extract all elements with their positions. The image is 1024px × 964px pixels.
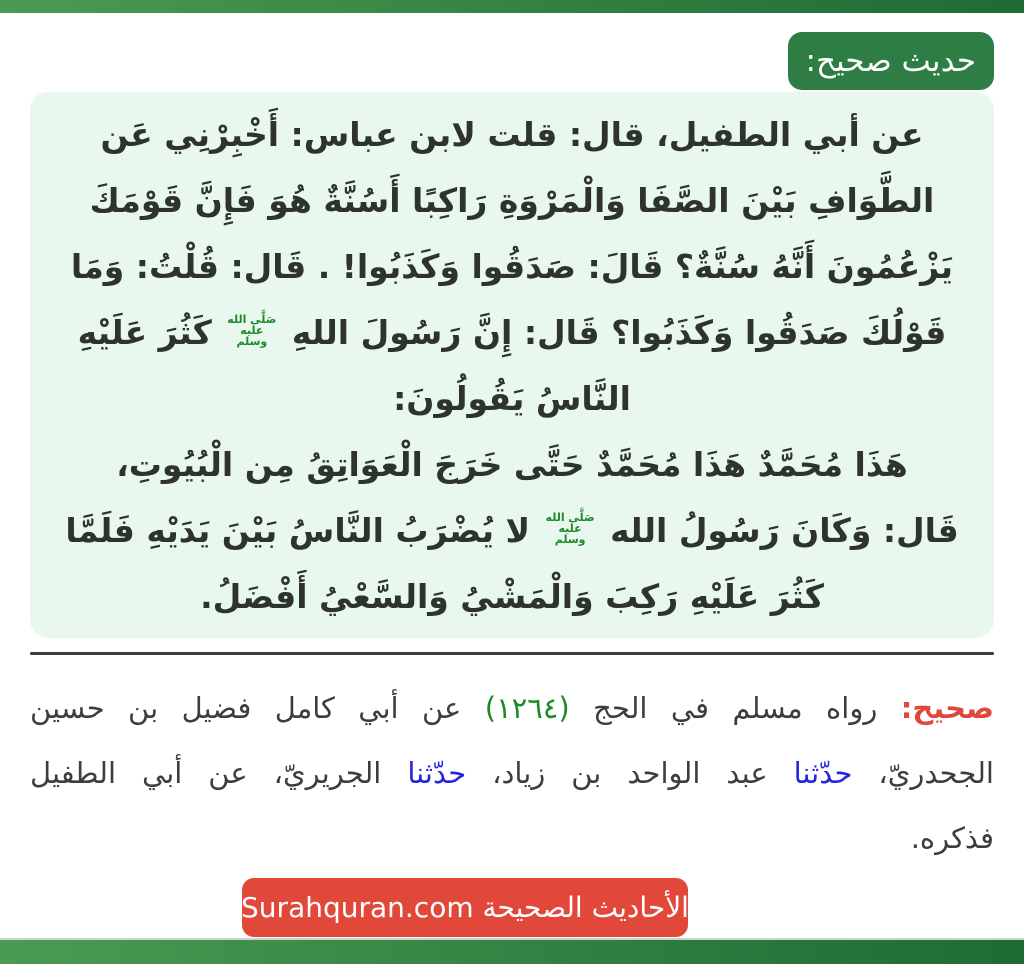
bottom-decorative-bar: [0, 938, 1024, 964]
hadith-line: النَّاسُ يَقُولُونَ:: [393, 379, 631, 418]
takhrij-commentary: [30, 676, 994, 871]
salawat-ligature-icon: صَلَّى الله عليه وسلم: [545, 511, 595, 546]
section-divider: [30, 652, 994, 655]
hadith-line: كَثُرَ عَلَيْهِ رَكِبَ وَالْمَشْيُ وَالسَّعْيُ أَفْضَلُ.: [200, 577, 824, 616]
hadith-grade-badge: [788, 32, 995, 90]
hadith-line: عن أبي الطفيل، قال: قلت لابن عباس: أَخْبِرْنِي عَن: [100, 115, 924, 154]
salawat-ligature-icon: صَلَّى الله عليه وسلم: [227, 313, 277, 348]
hadith-line: يَزْعُمُونَ أَنَّهُ سُنَّةٌ؟ قَالَ: صَدَقُوا وَكَذَبُوا! . قَال: قُلْتُ: وَمَا: [70, 247, 954, 286]
commentary-line: الجحدريّ، حدّثنا عبد الواحد بن زياد، حدّثنا الجريريّ، عن أبي الطفيل: [30, 756, 994, 790]
source-site-label: الأحاديث الصحيحة Surahquran.com: [241, 891, 689, 924]
source-site-badge: [242, 878, 688, 937]
hadith-line: هَذَا مُحَمَّدٌ هَذَا مُحَمَّدٌ حَتَّى خَرَجَ الْعَوَاتِقُ مِن الْبُيُوتِ،: [116, 445, 908, 484]
commentary-line: فذكره.: [910, 821, 994, 855]
top-decorative-bar: [0, 0, 1024, 13]
hadith-text-box: [30, 92, 994, 638]
hadith-line: الطَّوَافِ بَيْنَ الصَّفَا وَالْمَرْوَةِ رَاكِبًا أَسُنَّةٌ هُوَ فَإِنَّ قَوْمَكَ: [89, 181, 935, 220]
hadith-line: قَوْلُكَ صَدَقُوا وَكَذَبُوا؟ قَال: إِنَّ رَسُولَ اللهِ صَلَّى الله عليه وسلم كَثُرَ عَلَيْهِ: [77, 313, 947, 352]
hadith-line: قَال: وَكَانَ رَسُولُ الله صَلَّى الله عليه وسلم لا يُضْرَبُ النَّاسُ بَيْنَ يَدَيْهِ فَلَمَّا: [65, 511, 959, 550]
hadith-grade-label: حديث صحيح:: [805, 43, 976, 79]
commentary-line: صحيح: رواه مسلم في الحج (١٢٦٤) عن أبي كامل فضيل بن حسين: [30, 691, 994, 725]
